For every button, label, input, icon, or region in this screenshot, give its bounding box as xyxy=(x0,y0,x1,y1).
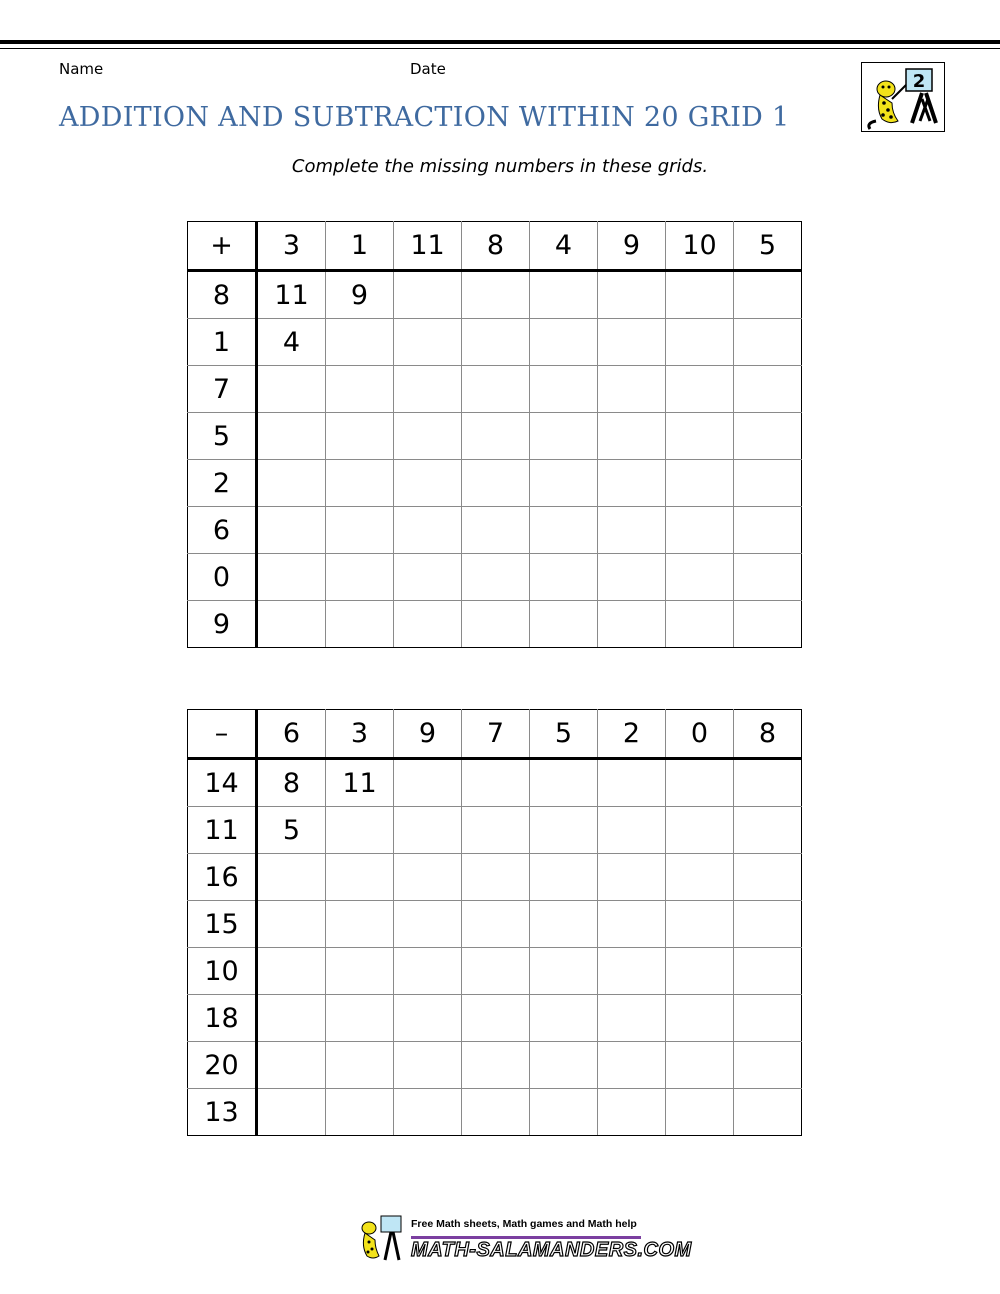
row-header: 9 xyxy=(188,601,257,648)
answer-cell-empty[interactable] xyxy=(734,1089,802,1136)
answer-cell-empty[interactable] xyxy=(257,901,326,948)
answer-cell-empty[interactable] xyxy=(394,460,462,507)
column-header: 2 xyxy=(598,710,666,759)
answer-cell-empty[interactable] xyxy=(462,413,530,460)
answer-cell-empty[interactable] xyxy=(326,995,394,1042)
answer-cell-empty[interactable] xyxy=(394,507,462,554)
row-header: 1 xyxy=(188,319,257,366)
answer-cell-empty[interactable] xyxy=(598,901,666,948)
answer-cell-empty[interactable] xyxy=(530,366,598,413)
answer-cell-empty[interactable] xyxy=(462,366,530,413)
answer-cell-empty[interactable] xyxy=(666,319,734,366)
answer-cell-empty[interactable] xyxy=(462,995,530,1042)
answer-cell-empty[interactable] xyxy=(394,366,462,413)
answer-cell-empty[interactable] xyxy=(394,271,462,319)
grid-header-row xyxy=(188,222,802,271)
grid-row xyxy=(188,759,802,807)
answer-cell-empty[interactable] xyxy=(326,948,394,995)
answer-cell-empty[interactable] xyxy=(530,995,598,1042)
answer-cell-empty[interactable] xyxy=(666,460,734,507)
answer-cell-empty[interactable] xyxy=(257,854,326,901)
answer-cell-empty[interactable] xyxy=(462,854,530,901)
answer-cell-empty[interactable] xyxy=(734,460,802,507)
answer-cell-empty[interactable] xyxy=(462,507,530,554)
grid-row xyxy=(188,413,802,460)
answer-cell-empty[interactable] xyxy=(734,807,802,854)
addition-grid xyxy=(187,221,802,648)
row-header: 10 xyxy=(188,948,257,995)
answer-cell-empty[interactable] xyxy=(326,366,394,413)
answer-cell: 4 xyxy=(257,319,326,366)
footer-logo xyxy=(355,1214,692,1264)
answer-cell-empty[interactable] xyxy=(734,759,802,807)
answer-cell-empty[interactable] xyxy=(326,319,394,366)
answer-cell-empty[interactable] xyxy=(462,319,530,366)
row-header: 14 xyxy=(188,759,257,807)
top-rule-thick xyxy=(0,40,1000,44)
logo-badge: 2 xyxy=(912,71,926,92)
answer-cell-empty[interactable] xyxy=(462,759,530,807)
answer-cell-empty[interactable] xyxy=(530,759,598,807)
answer-cell-empty[interactable] xyxy=(326,554,394,601)
answer-cell-empty[interactable] xyxy=(734,413,802,460)
answer-cell-empty[interactable] xyxy=(734,554,802,601)
row-header: 11 xyxy=(188,807,257,854)
answer-cell-empty[interactable] xyxy=(530,271,598,319)
answer-cell-empty[interactable] xyxy=(257,995,326,1042)
grid-row xyxy=(188,1042,802,1089)
row-header: 20 xyxy=(188,1042,257,1089)
answer-cell-empty[interactable] xyxy=(530,554,598,601)
grid-row xyxy=(188,995,802,1042)
answer-cell-empty[interactable] xyxy=(326,413,394,460)
row-header: 13 xyxy=(188,1089,257,1136)
answer-cell-empty[interactable] xyxy=(326,507,394,554)
answer-cell-empty[interactable] xyxy=(257,507,326,554)
answer-cell-empty[interactable] xyxy=(734,601,802,648)
answer-cell-empty[interactable] xyxy=(462,554,530,601)
answer-cell-empty[interactable] xyxy=(462,1089,530,1136)
row-header: 15 xyxy=(188,901,257,948)
grid-row xyxy=(188,854,802,901)
answer-cell-empty[interactable] xyxy=(257,554,326,601)
answer-cell-empty[interactable] xyxy=(666,1089,734,1136)
answer-cell-empty[interactable] xyxy=(598,807,666,854)
answer-cell-empty[interactable] xyxy=(666,854,734,901)
row-header: 7 xyxy=(188,366,257,413)
answer-cell-empty[interactable] xyxy=(326,1042,394,1089)
column-header: 1 xyxy=(326,222,394,271)
grid-row xyxy=(188,271,802,319)
answer-cell-empty[interactable] xyxy=(530,1042,598,1089)
column-header: 3 xyxy=(326,710,394,759)
answer-cell-empty[interactable] xyxy=(598,1042,666,1089)
salamander-logo xyxy=(861,62,945,132)
grid-row xyxy=(188,366,802,413)
column-header: 3 xyxy=(257,222,326,271)
grid-header-row xyxy=(188,710,802,759)
answer-cell-empty[interactable] xyxy=(462,1042,530,1089)
answer-cell-empty[interactable] xyxy=(257,1089,326,1136)
column-header: 4 xyxy=(530,222,598,271)
answer-cell-empty[interactable] xyxy=(598,413,666,460)
grid-row xyxy=(188,319,802,366)
answer-cell-empty[interactable] xyxy=(530,319,598,366)
answer-cell-empty[interactable] xyxy=(257,413,326,460)
answer-cell-empty[interactable] xyxy=(666,413,734,460)
answer-cell-empty[interactable] xyxy=(257,1042,326,1089)
footer-tagline: Free Math sheets, Math games and Math help xyxy=(411,1218,637,1230)
answer-cell-empty[interactable] xyxy=(462,807,530,854)
answer-cell-empty[interactable] xyxy=(394,601,462,648)
column-header: 5 xyxy=(530,710,598,759)
answer-cell-empty[interactable] xyxy=(394,413,462,460)
operator-cell: + xyxy=(188,222,257,271)
answer-cell-empty[interactable] xyxy=(394,807,462,854)
answer-cell-empty[interactable] xyxy=(257,460,326,507)
column-header: 0 xyxy=(666,710,734,759)
answer-cell-empty[interactable] xyxy=(394,319,462,366)
answer-cell-empty[interactable] xyxy=(666,1042,734,1089)
answer-cell-empty[interactable] xyxy=(462,460,530,507)
row-header: 5 xyxy=(188,413,257,460)
top-rule-thin xyxy=(0,48,1000,49)
answer-cell-empty[interactable] xyxy=(394,995,462,1042)
answer-cell-empty[interactable] xyxy=(666,601,734,648)
column-header: 5 xyxy=(734,222,802,271)
answer-cell-empty[interactable] xyxy=(462,271,530,319)
answer-cell-empty[interactable] xyxy=(530,507,598,554)
page-title: ADDITION AND SUBTRACTION WITHIN 20 GRID 1 xyxy=(59,102,790,133)
row-header: 2 xyxy=(188,460,257,507)
answer-cell-empty[interactable] xyxy=(394,759,462,807)
answer-cell-empty[interactable] xyxy=(394,1089,462,1136)
answer-cell-empty[interactable] xyxy=(326,901,394,948)
answer-cell-empty[interactable] xyxy=(666,995,734,1042)
date-label: Date xyxy=(410,60,446,78)
answer-cell-empty[interactable] xyxy=(598,1089,666,1136)
answer-cell-empty[interactable] xyxy=(394,1042,462,1089)
answer-cell-empty[interactable] xyxy=(598,854,666,901)
grid-row xyxy=(188,601,802,648)
answer-cell-empty[interactable] xyxy=(598,948,666,995)
answer-cell-empty[interactable] xyxy=(598,460,666,507)
row-header: 8 xyxy=(188,271,257,319)
grid-row xyxy=(188,460,802,507)
column-header: 11 xyxy=(394,222,462,271)
answer-cell: 5 xyxy=(257,807,326,854)
answer-cell-empty[interactable] xyxy=(734,995,802,1042)
answer-cell-empty[interactable] xyxy=(530,901,598,948)
column-header: 7 xyxy=(462,710,530,759)
column-header: 9 xyxy=(598,222,666,271)
answer-cell-empty[interactable] xyxy=(734,319,802,366)
answer-cell-empty[interactable] xyxy=(326,601,394,648)
grid-row xyxy=(188,901,802,948)
row-header: 16 xyxy=(188,854,257,901)
answer-cell-empty[interactable] xyxy=(734,507,802,554)
answer-cell-empty[interactable] xyxy=(462,601,530,648)
operator-cell: – xyxy=(188,710,257,759)
grid-row xyxy=(188,554,802,601)
answer-cell-empty[interactable] xyxy=(326,460,394,507)
answer-cell: 11 xyxy=(326,759,394,807)
instruction-text: Complete the missing numbers in these grids. xyxy=(291,156,709,177)
grid-row xyxy=(188,807,802,854)
answer-cell-empty[interactable] xyxy=(666,507,734,554)
name-label: Name xyxy=(59,60,104,78)
answer-cell-empty[interactable] xyxy=(598,319,666,366)
footer-salamander-icon xyxy=(355,1214,407,1264)
answer-cell-empty[interactable] xyxy=(530,948,598,995)
answer-cell-empty[interactable] xyxy=(734,901,802,948)
answer-cell-empty[interactable] xyxy=(394,901,462,948)
answer-cell-empty[interactable] xyxy=(326,854,394,901)
answer-cell-empty[interactable] xyxy=(530,807,598,854)
answer-cell-empty[interactable] xyxy=(530,854,598,901)
answer-cell-empty[interactable] xyxy=(666,759,734,807)
row-header: 6 xyxy=(188,507,257,554)
answer-cell-empty[interactable] xyxy=(257,948,326,995)
answer-cell-empty[interactable] xyxy=(598,995,666,1042)
answer-cell-empty[interactable] xyxy=(734,948,802,995)
answer-cell-empty[interactable] xyxy=(666,554,734,601)
row-header: 0 xyxy=(188,554,257,601)
answer-cell-empty[interactable] xyxy=(530,601,598,648)
answer-cell-empty[interactable] xyxy=(394,854,462,901)
answer-cell-empty[interactable] xyxy=(734,366,802,413)
salamander-logo-icon xyxy=(862,63,944,131)
subtraction-grid xyxy=(187,709,802,1136)
answer-cell-empty[interactable] xyxy=(666,901,734,948)
answer-cell-empty[interactable] xyxy=(598,601,666,648)
answer-cell-empty[interactable] xyxy=(598,507,666,554)
column-header: 6 xyxy=(257,710,326,759)
answer-cell: 9 xyxy=(326,271,394,319)
answer-cell-empty[interactable] xyxy=(666,366,734,413)
answer-cell-empty[interactable] xyxy=(530,1089,598,1136)
row-header: 18 xyxy=(188,995,257,1042)
answer-cell-empty[interactable] xyxy=(598,366,666,413)
answer-cell-empty[interactable] xyxy=(462,901,530,948)
answer-cell-empty[interactable] xyxy=(394,554,462,601)
answer-cell-empty[interactable] xyxy=(666,271,734,319)
answer-cell-empty[interactable] xyxy=(326,1089,394,1136)
answer-cell-empty[interactable] xyxy=(666,807,734,854)
answer-cell-empty[interactable] xyxy=(598,271,666,319)
answer-cell-empty[interactable] xyxy=(257,366,326,413)
answer-cell: 11 xyxy=(257,271,326,319)
answer-cell-empty[interactable] xyxy=(530,460,598,507)
answer-cell-empty[interactable] xyxy=(734,271,802,319)
grid-row xyxy=(188,1089,802,1136)
answer-cell-empty[interactable] xyxy=(394,948,462,995)
answer-cell-empty[interactable] xyxy=(257,601,326,648)
answer-cell-empty[interactable] xyxy=(326,807,394,854)
answer-cell-empty[interactable] xyxy=(666,948,734,995)
answer-cell-empty[interactable] xyxy=(598,759,666,807)
answer-cell: 8 xyxy=(257,759,326,807)
answer-cell-empty[interactable] xyxy=(598,554,666,601)
answer-cell-empty[interactable] xyxy=(734,1042,802,1089)
grid-row xyxy=(188,948,802,995)
column-header: 9 xyxy=(394,710,462,759)
column-header: 8 xyxy=(734,710,802,759)
answer-cell-empty[interactable] xyxy=(462,948,530,995)
column-header: 10 xyxy=(666,222,734,271)
footer-site-name: MATH-SALAMANDERS.COM xyxy=(411,1239,692,1261)
answer-cell-empty[interactable] xyxy=(530,413,598,460)
grid-row xyxy=(188,507,802,554)
column-header: 8 xyxy=(462,222,530,271)
answer-cell-empty[interactable] xyxy=(734,854,802,901)
